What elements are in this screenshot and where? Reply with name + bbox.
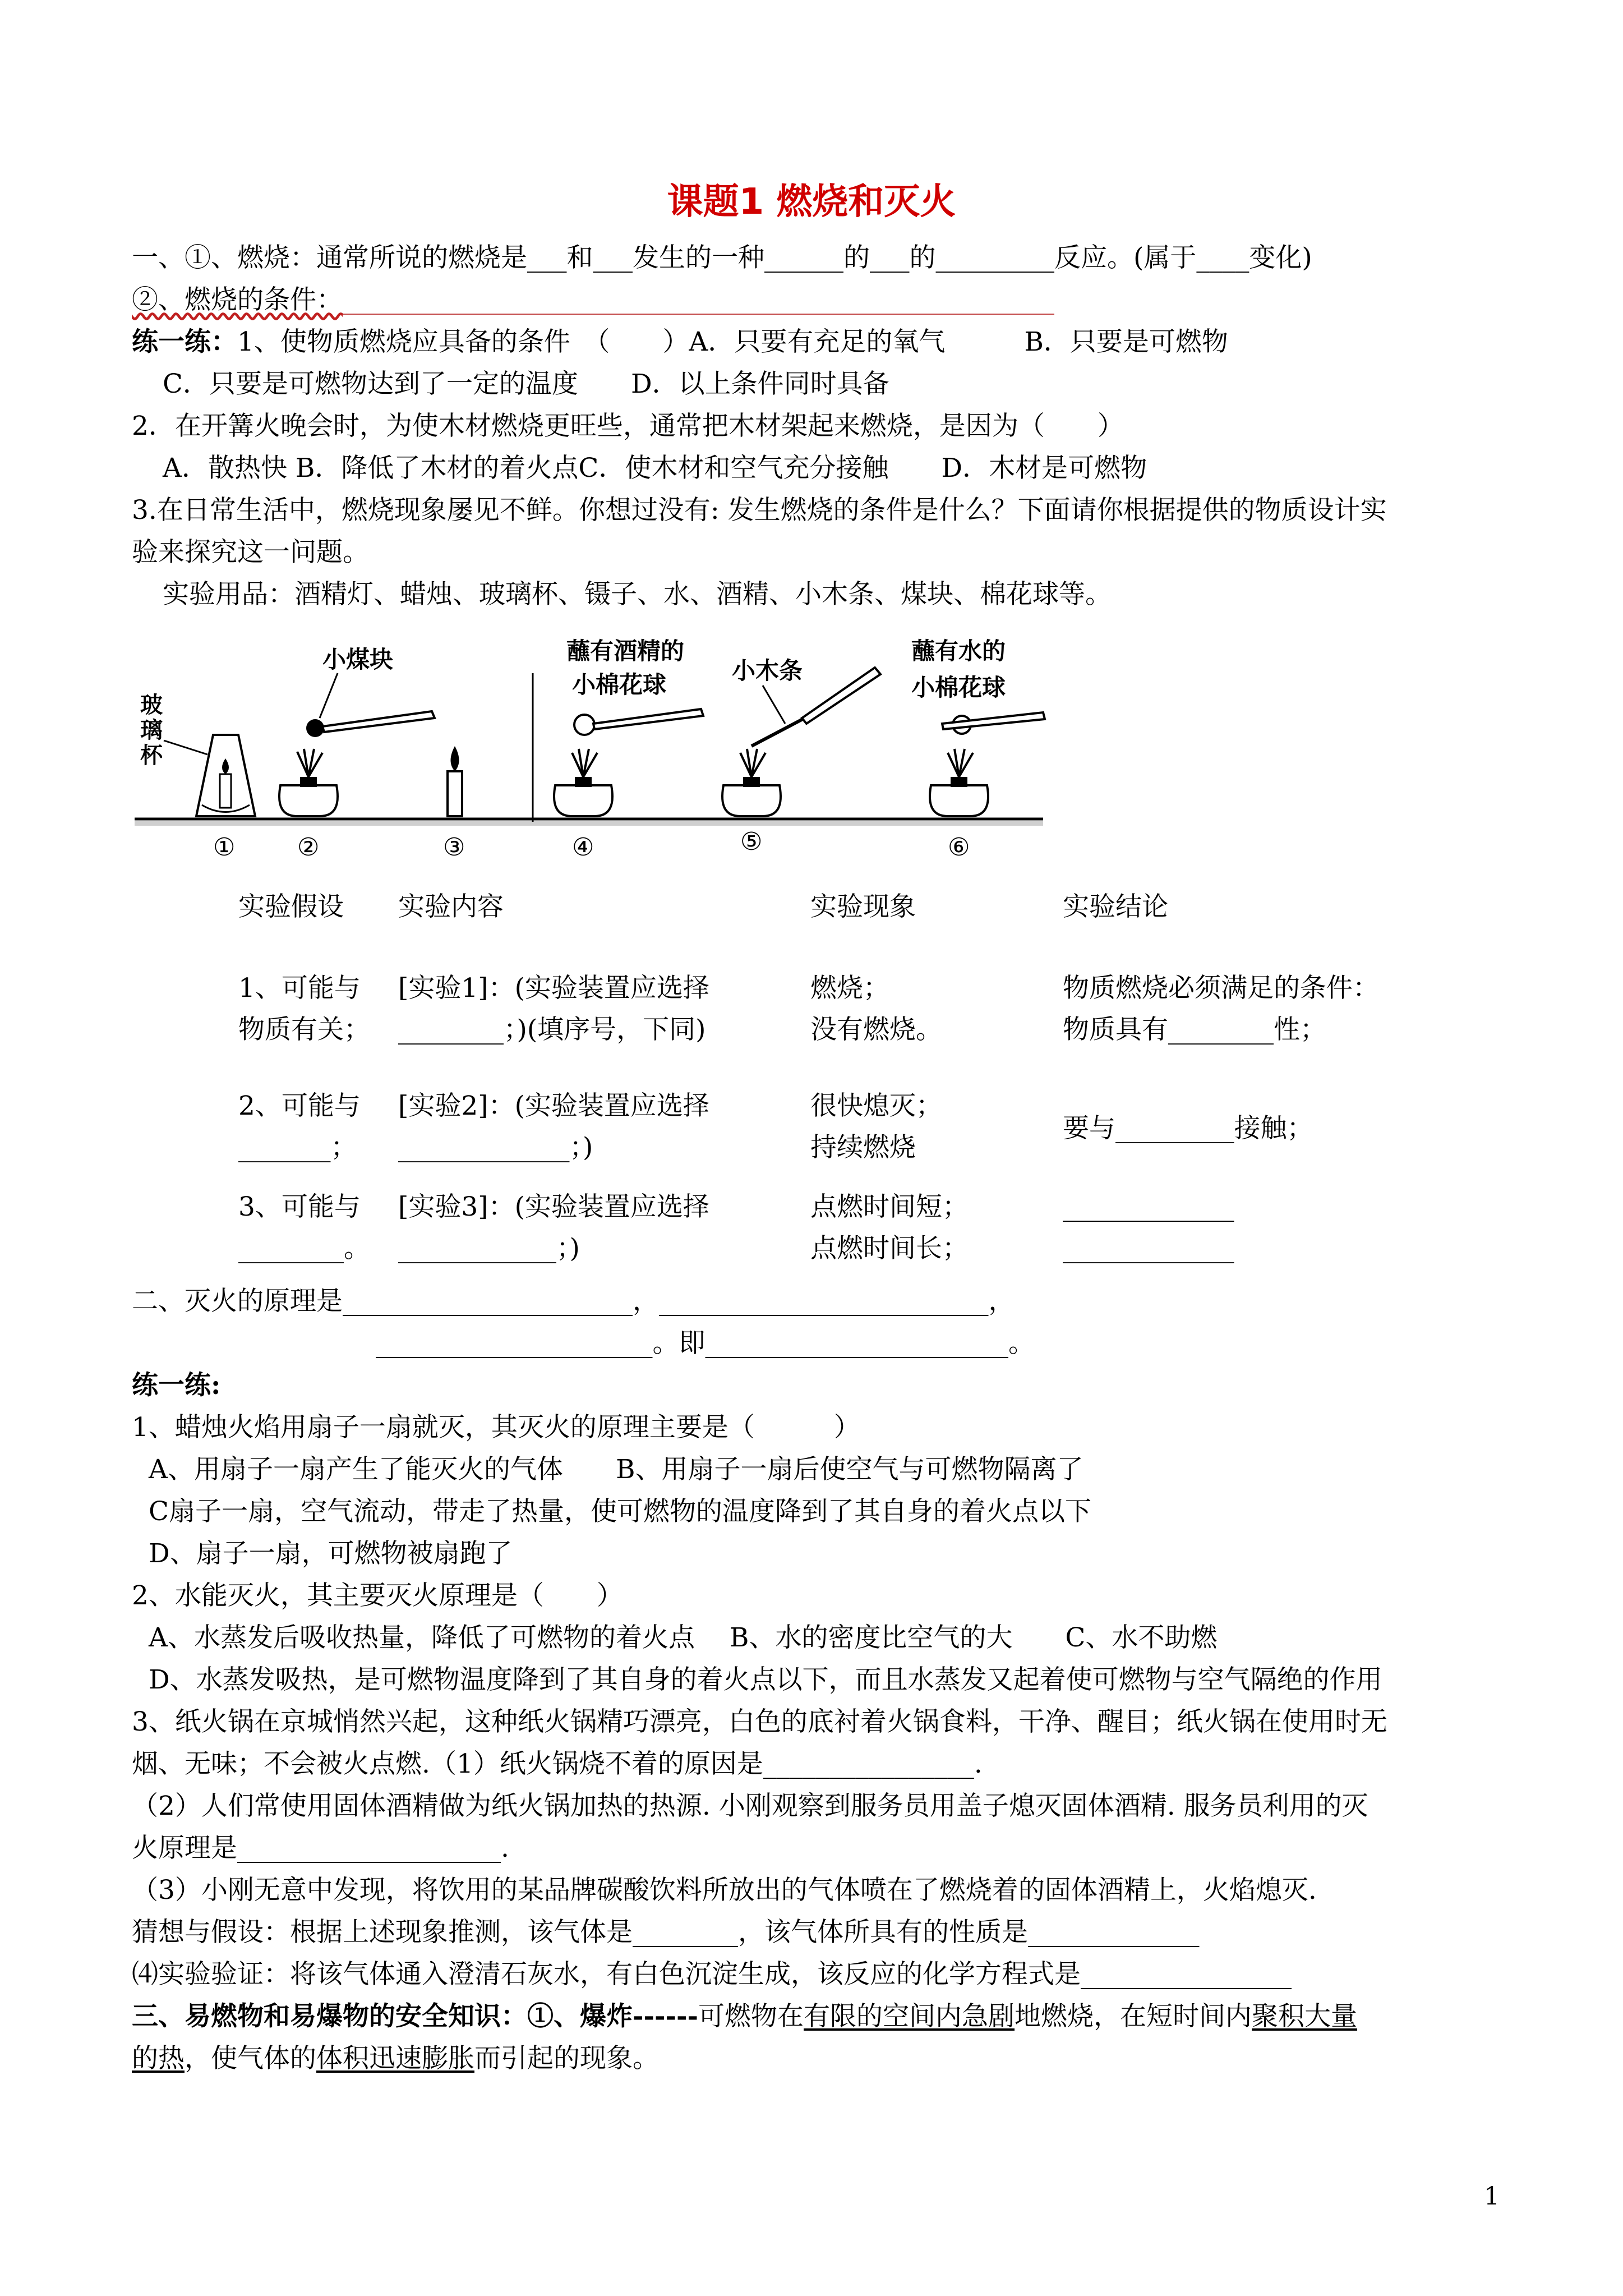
- row2-conclusion: [1063, 1108, 1313, 1149]
- practice2-q2-options-abc: A、水蒸发后吸收热量，降低了可燃物的着火点 B、水的密度比空气的大 C、水不助燃: [149, 1622, 1218, 1653]
- experiment-apparatus-figure: [129, 634, 1049, 864]
- row3-concl-line: _____________: [1063, 1191, 1234, 1222]
- practice2-q3-part2: （2）人们常使用固体酒精做为纸火锅加热的热源. 小刚观察到服务员用盖子熄灭固体酒精. 服务员利用的灭: [132, 1791, 1368, 1821]
- row3-conclusion: [1063, 1186, 1234, 1269]
- row1-content: [398, 968, 709, 1051]
- safety-heading: 三、易燃物和易爆物的安全知识：①、爆炸------: [132, 2001, 699, 2032]
- row1-content-line: ________；)(填序号，下同): [398, 1014, 706, 1045]
- practice2-q3-part3: （3）小刚无意中发现，将饮用的某品牌碳酸饮料所放出的气体喷在了燃烧着的固体酒精上，火焰熄灭.: [132, 1875, 1317, 1906]
- header-hypothesis: 实验假设: [238, 891, 344, 922]
- practice2-q2: 2、水能灭火，其主要灭火原理是（ ）: [132, 1580, 623, 1611]
- glass-label: 杯: [140, 743, 163, 769]
- header-content: 实验内容: [398, 891, 504, 922]
- safety-text: 地燃烧，在短时间内: [1015, 2001, 1252, 2032]
- figure-number: ⑥: [948, 833, 970, 862]
- practice-2-question: 2．在开篝火晚会时，为使木材燃烧更旺些，通常把木材架起来燃烧，是因为（ ）: [132, 411, 1124, 441]
- row2-phen-line: 很快熄灭；: [810, 1091, 942, 1121]
- row1-phen-line: 燃烧；: [810, 973, 889, 1004]
- row1-concl-line: 物质具有________性；: [1063, 1014, 1326, 1045]
- row1-hyp-line: 1、可能与: [238, 973, 361, 1004]
- row2-hyp-line: 2、可能与: [238, 1091, 361, 1121]
- row1-hyp-line: 物质有关；: [238, 1014, 370, 1045]
- combustion-conditions-blank: ______________________________________________________: [343, 284, 1054, 315]
- extinguish-principle-line1: [132, 1285, 1015, 1318]
- separator: 。: [1008, 1328, 1035, 1359]
- practice-heading: 练一练：: [132, 326, 237, 357]
- safety-knowledge-line2: [132, 2042, 659, 2076]
- practice2-q2-option-d: D、水蒸发吸热，是可燃物温度降到了其自身的着火点以下，而且水蒸发又起着使可燃物与空气隔绝的作用: [149, 1664, 1382, 1695]
- stick-label: 小木条: [732, 657, 803, 684]
- extinguish-principle-label: 二、灭火的原理是: [132, 1286, 343, 1317]
- combustion-conditions-label: ②、燃烧的条件：: [132, 284, 343, 315]
- row2-content-line: [实验2]：(实验装置应选择: [398, 1091, 709, 1121]
- separator: ，: [633, 1286, 659, 1317]
- water-cotton-label: 蘸有水的: [911, 637, 1006, 665]
- coal-label: 小煤块: [322, 646, 394, 673]
- practice2-q1-options-ab: A、用扇子一扇产生了能灭火的气体 B、用扇子一扇后使空气与可燃物隔离了: [149, 1454, 1083, 1485]
- lamp-with-wooden-stick: [722, 657, 880, 816]
- extinguish-principle-line2: [376, 1327, 1035, 1360]
- glass-label: 玻: [140, 692, 163, 718]
- lamp-with-coal: [279, 646, 435, 816]
- alcohol-cotton-label: 蘸有酒精的: [566, 637, 685, 665]
- row2-concl-line: 要与_________接触；: [1063, 1113, 1313, 1144]
- row3-hypothesis: [238, 1186, 370, 1269]
- answer-blank: ______________________: [343, 1286, 633, 1317]
- header-conclusion: 实验结论: [1063, 891, 1168, 922]
- safety-text: 可燃物在: [698, 2001, 804, 2032]
- row1-concl-line: 物质燃烧必须满足的条件：: [1063, 973, 1379, 1004]
- alcohol-cotton-label: 小棉花球: [572, 671, 667, 698]
- practice-heading-2: 练一练:: [132, 1370, 221, 1401]
- row3-content-line: [实验3]：(实验装置应选择: [398, 1191, 709, 1222]
- row2-phenomenon: [810, 1085, 942, 1168]
- water-cotton-label: 小棉花球: [911, 674, 1006, 701]
- row1-content-line: [实验1]：(实验装置应选择: [398, 973, 709, 1004]
- practice2-q1: 1、蜡烛火焰用扇子一扇就灭，其灭火的原理主要是（ ）: [132, 1412, 860, 1443]
- figure-number: ②: [297, 833, 320, 862]
- lamp-with-water-cotton: [911, 637, 1045, 816]
- figure-number: ③: [443, 833, 465, 862]
- lamp-with-alcohol-cotton: [554, 637, 703, 816]
- combustion-conditions-line: [132, 283, 1054, 317]
- answer-blank: _____________________: [376, 1328, 653, 1359]
- practice-3-question: 3.在日常生活中，燃烧现象屡见不鲜。你想过没有: 发生燃烧的条件是什么？下面请你根据提供的物质设计实: [132, 495, 1387, 526]
- row3-content: [398, 1186, 709, 1269]
- row3-content-line: ____________；): [398, 1233, 580, 1264]
- safety-text: ，使气体的: [185, 2043, 316, 2074]
- separator: 。即: [652, 1328, 706, 1359]
- row2-content: [398, 1085, 709, 1168]
- practice2-q3-verification: ⑷实验验证：将该气体通入澄清石灰水，有白色沉淀生成，该反应的化学方程式是________________: [132, 1959, 1292, 1990]
- page-number: 1: [1484, 2182, 1500, 2211]
- practice2-q3-hypothesis: 猜想与假设：根据上述现象推测，该气体是________，该气体所具有的性质是_____________: [132, 1917, 1200, 1948]
- row2-phen-line: 持续燃烧: [810, 1132, 916, 1163]
- row3-phen-line: 点燃时间短；: [810, 1191, 969, 1222]
- lit-candle: [448, 746, 462, 816]
- safety-knowledge-line1: [132, 2000, 1357, 2033]
- figure-number: ⑤: [740, 827, 763, 856]
- glass-label: 璃: [140, 717, 163, 743]
- practice2-q3: 3、纸火锅在京城悄然兴起，这种纸火锅精巧漂亮，白色的底衬着火锅食料，干净、醒目；纸火锅在使用时无: [132, 1706, 1387, 1737]
- answer-blank: _______________________: [705, 1328, 1008, 1359]
- practice-3-question-cont: 验来探究这一问题。: [132, 537, 369, 568]
- practice2-q1-option-d: D、扇子一扇，可燃物被扇跑了: [149, 1538, 513, 1569]
- materials-list: 实验用品：酒精灯、蜡烛、玻璃杯、镊子、水、酒精、小木条、煤块、棉花球等。: [163, 579, 1112, 610]
- safety-keyword: 有限的空间内急剧: [804, 2001, 1015, 2032]
- row2-hypothesis: [238, 1085, 361, 1168]
- row3-concl-line: _____________: [1063, 1233, 1234, 1264]
- separator: ，: [988, 1286, 1015, 1317]
- header-phenomenon: 实验现象: [810, 891, 916, 922]
- row3-phen-line: 点燃时间长；: [810, 1233, 969, 1264]
- practice-1-text: 1、使物质燃烧应具备的条件 （ ）A．只要有充足的氧气 B．只要是可燃物: [237, 326, 1228, 357]
- safety-text: 而引起的现象。: [474, 2043, 659, 2074]
- figure-number: ①: [213, 833, 236, 862]
- row3-hyp-line: 3、可能与: [238, 1191, 361, 1222]
- combustion-definition-line: 一、①、燃烧：通常所说的燃烧是___和___发生的一种______的___的_________反应。(属于____变化): [132, 242, 1312, 273]
- practice2-q1-option-c: C扇子一扇，空气流动，带走了热量，使可燃物的温度降到了其自身的着火点以下: [149, 1496, 1091, 1527]
- row2-content-line: _____________；): [398, 1132, 593, 1163]
- glass-cup-over-candle: [140, 692, 255, 816]
- practice-2-options: A．散热快 B．降低了木材的着火点C．使木材和空气充分接触 D．木材是可燃物: [163, 453, 1147, 484]
- row1-phen-line: 没有燃烧。: [810, 1014, 942, 1045]
- safety-keyword: 的热: [132, 2043, 185, 2074]
- row3-hyp-line: ________。: [238, 1233, 370, 1264]
- answer-blank: _________________________: [659, 1286, 989, 1317]
- row2-hyp-line: _______；: [238, 1132, 357, 1163]
- row1-hypothesis: [238, 968, 370, 1051]
- practice-1-options: C．只要是可燃物达到了一定的温度 D．以上条件同时具备: [163, 369, 889, 399]
- row1-phenomenon: [810, 968, 942, 1051]
- row3-phenomenon: [810, 1186, 969, 1269]
- safety-keyword: 聚积大量: [1252, 2001, 1358, 2032]
- row1-conclusion: [1063, 968, 1379, 1051]
- practice2-q3-part1: 烟、无味；不会被火点燃.（1）纸火锅烧不着的原因是________________.: [132, 1749, 983, 1779]
- practice-1-question: [132, 325, 1228, 359]
- safety-keyword: 体积迅速膨胀: [316, 2043, 474, 2074]
- practice2-q3-part2-cont: 火原理是____________________.: [132, 1833, 509, 1864]
- page-title: 课题1 燃烧和灭火: [667, 181, 956, 223]
- figure-number: ④: [572, 833, 594, 862]
